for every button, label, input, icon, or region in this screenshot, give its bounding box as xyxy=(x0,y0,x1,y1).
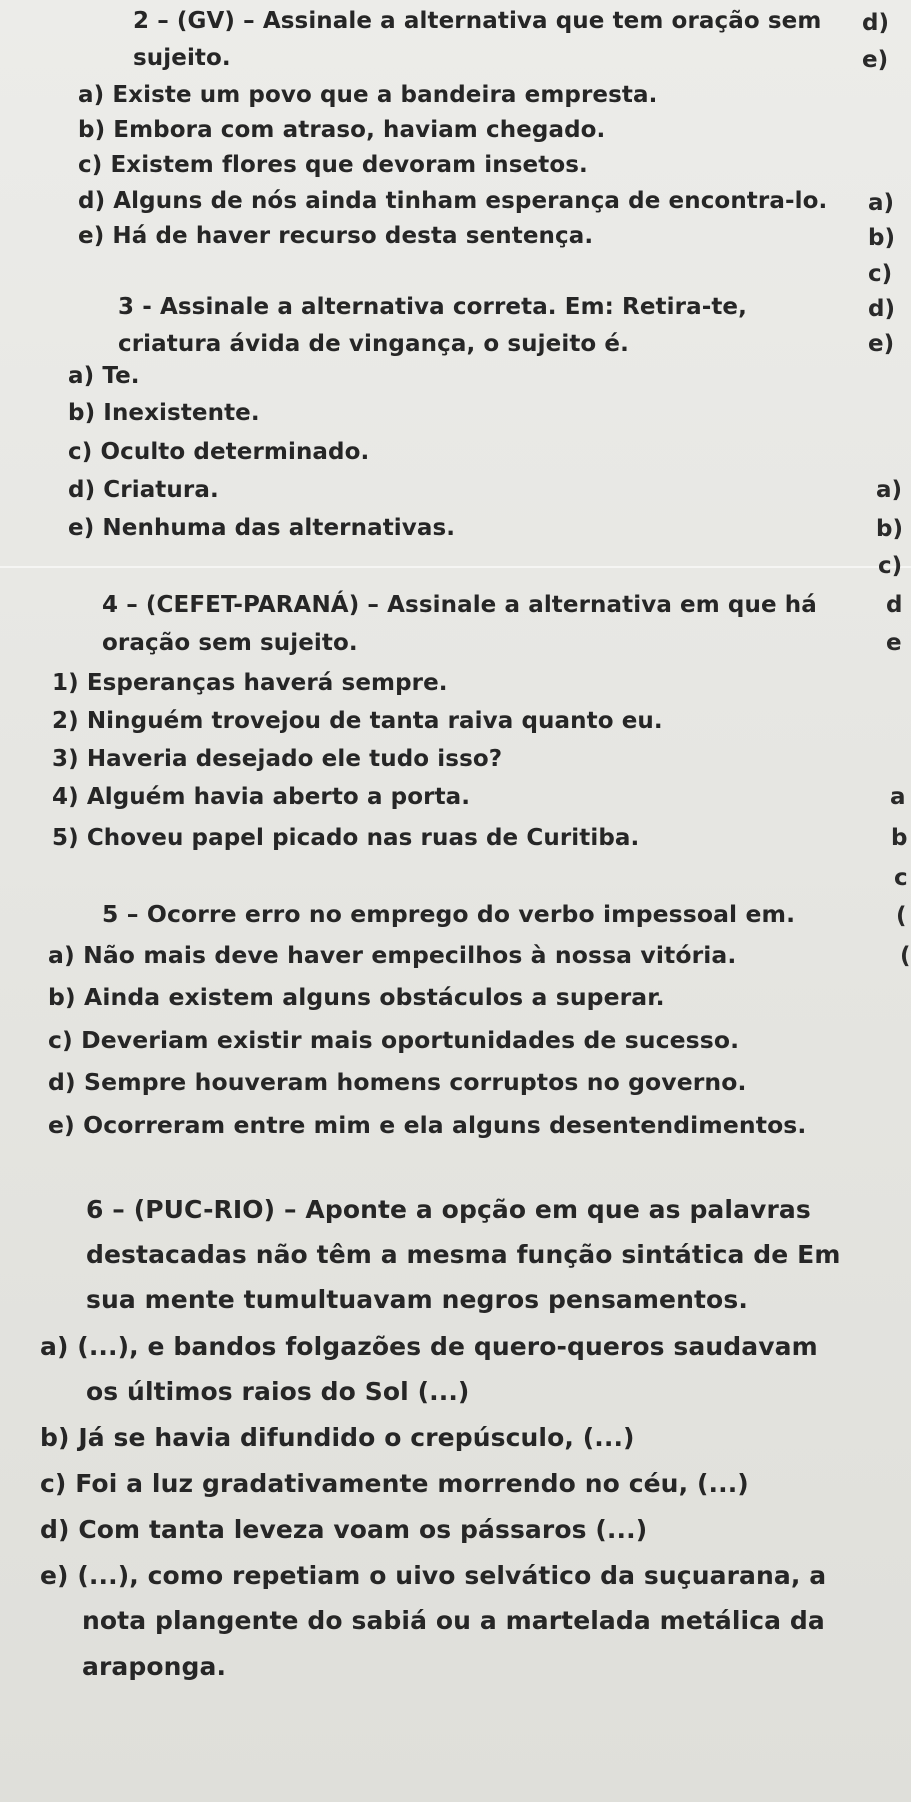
q2-prompt-line2: sujeito. xyxy=(133,45,231,71)
q3-option-c: c) Oculto determinado. xyxy=(68,439,370,465)
q6-option-a-cont: os últimos raios do Sol (...) xyxy=(86,1377,470,1406)
q4-prompt-line1: 4 – (CEFET-PARANÁ) – Assinale a alternativa em que há xyxy=(102,592,817,618)
q5-option-b: b) Ainda existem alguns obstáculos a superar. xyxy=(48,983,665,1011)
q6-option-b: b) Já se havia difundido o crepúsculo, (...) xyxy=(40,1423,635,1452)
q2-option-b: b) Embora com atraso, haviam chegado. xyxy=(78,117,606,143)
margin-letter: d) xyxy=(862,10,889,36)
q3-option-b: b) Inexistente. xyxy=(68,400,260,426)
margin-letter: e xyxy=(886,630,902,656)
q5-prompt: 5 – Ocorre erro no emprego do verbo impessoal em. xyxy=(102,900,796,928)
q6-option-e: e) (...), como repetiam o uivo selvático da suçuarana, a xyxy=(40,1561,827,1590)
margin-letter: b xyxy=(891,825,908,851)
q3-prompt-line1: 3 - Assinale a alternativa correta. Em: Retira-te, xyxy=(118,294,747,320)
q6-prompt-line1: 6 – (PUC-RIO) – Aponte a opção em que as palavras xyxy=(86,1195,811,1224)
margin-letter: a) xyxy=(876,477,903,503)
q3-option-e: e) Nenhuma das alternativas. xyxy=(68,515,456,541)
q6-option-e-cont2: araponga. xyxy=(82,1652,227,1681)
margin-letter: a xyxy=(890,784,906,810)
q4-option-2: 2) Ninguém trovejou de tanta raiva quanto eu. xyxy=(52,708,663,734)
margin-letter: ( xyxy=(900,943,911,969)
margin-letter: c) xyxy=(868,261,893,287)
q4-option-1: 1) Esperanças haverá sempre. xyxy=(52,670,448,696)
q2-option-a: a) Existe um povo que a bandeira empresta. xyxy=(78,82,658,108)
margin-letter: ( xyxy=(896,903,907,929)
q3-prompt-line2: criatura ávida de vingança, o sujeito é. xyxy=(118,331,629,357)
q4-option-4: 4) Alguém havia aberto a porta. xyxy=(52,784,471,810)
q2-option-e: e) Há de haver recurso desta sentença. xyxy=(78,223,594,249)
q6-prompt-line2: destacadas não têm a mesma função sintática de Em xyxy=(86,1240,841,1269)
q5-option-d: d) Sempre houveram homens corruptos no governo. xyxy=(48,1068,747,1096)
q2-prompt-line1: 2 – (GV) – Assinale a alternativa que tem oração sem xyxy=(133,8,822,34)
page-fold xyxy=(0,566,911,568)
margin-letter: c) xyxy=(878,553,903,579)
margin-letter: a) xyxy=(868,190,895,216)
q6-option-e-cont1: nota plangente do sabiá ou a martelada metálica da xyxy=(82,1606,825,1635)
q6-option-a: a) (...), e bandos folgazões de quero-queros saudavam xyxy=(40,1332,818,1361)
q6-option-c: c) Foi a luz gradativamente morrendo no céu, (...) xyxy=(40,1469,749,1498)
margin-letter: d) xyxy=(868,296,895,322)
q4-option-5: 5) Choveu papel picado nas ruas de Curitiba. xyxy=(52,825,640,851)
q4-option-3: 3) Haveria desejado ele tudo isso? xyxy=(52,746,503,772)
q2-option-c: c) Existem flores que devoram insetos. xyxy=(78,152,588,178)
margin-letter: d xyxy=(886,592,903,618)
q5-option-c: c) Deveriam existir mais oportunidades de sucesso. xyxy=(48,1026,740,1054)
margin-letter: e) xyxy=(868,331,895,357)
margin-letter: c xyxy=(894,865,908,891)
margin-letter: b) xyxy=(876,516,903,542)
margin-letter: e) xyxy=(862,47,889,73)
q6-option-d: d) Com tanta leveza voam os pássaros (...) xyxy=(40,1515,648,1544)
q6-prompt-line3: sua mente tumultuavam negros pensamentos. xyxy=(86,1285,748,1314)
q3-option-d: d) Criatura. xyxy=(68,477,219,503)
q4-prompt-line2: oração sem sujeito. xyxy=(102,630,358,656)
q2-option-d: d) Alguns de nós ainda tinham esperança de encontra-lo. xyxy=(78,188,828,214)
q3-option-a: a) Te. xyxy=(68,363,140,389)
q5-option-e: e) Ocorreram entre mim e ela alguns desentendimentos. xyxy=(48,1111,807,1139)
q5-option-a: a) Não mais deve haver empecilhos à nossa vitória. xyxy=(48,941,737,969)
margin-letter: b) xyxy=(868,225,895,251)
